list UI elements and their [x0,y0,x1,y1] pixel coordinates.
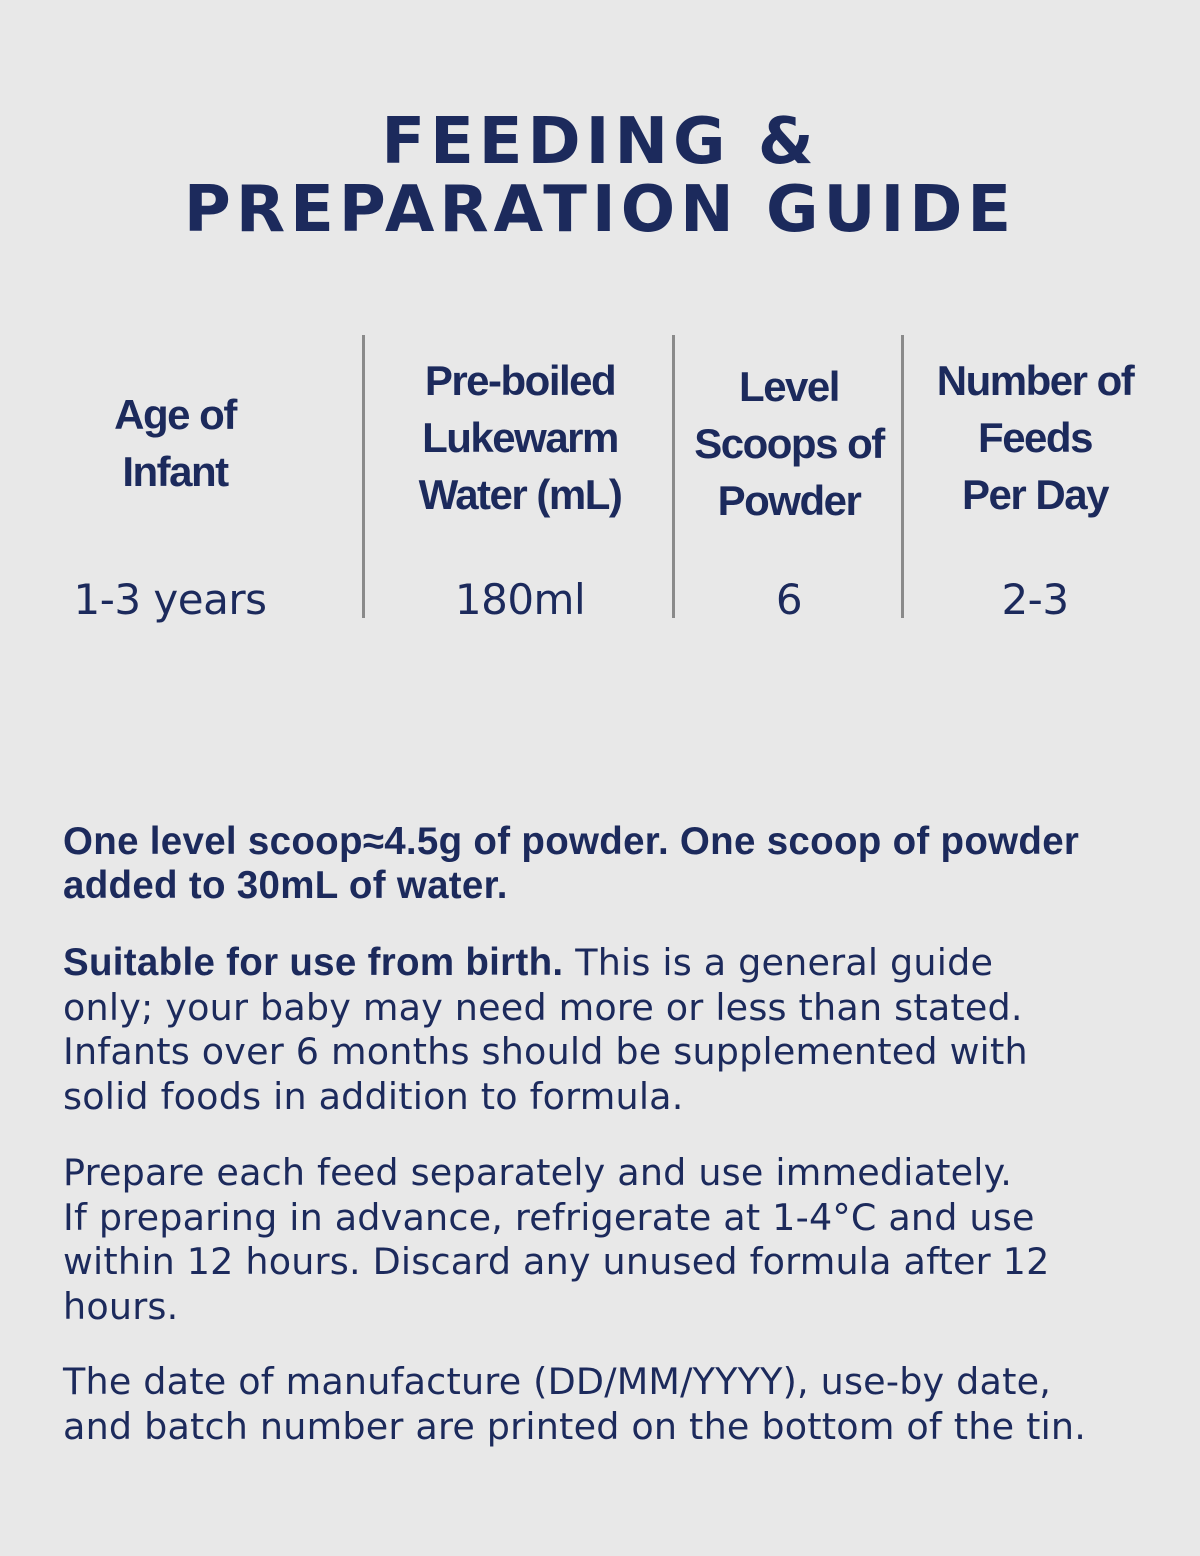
header-feeds-per-day: Number of Feeds Per Day [936,357,1134,518]
title-line-2: PREPARATION GUIDE [183,173,1017,247]
title-line-1: FEEDING & [381,105,819,179]
header-age-of-infant: Age of Infant [114,391,236,495]
page-title [0,105,1200,247]
scoop-note: One level scoop≈4.5g of powder. One scoop of powder added to 30mL of water. [63,820,1080,907]
value-water: 180ml [454,575,586,624]
suitable-bold-lead: Suitable for use from birth. [63,941,564,984]
suitable-note: Suitable for use from birth. This is a general guide only; your baby may need more or less than stated. Infants over 6 months should be supplemented with solid foods in addition to formula. [63,941,1028,1118]
header-water: Pre-boiled Lukewarm Water (mL) [418,357,622,518]
value-feeds-per-day: 2-3 [1001,575,1069,624]
value-age-of-infant: 1-3 years [73,575,267,624]
header-scoops: Level Scoops of Powder [694,363,884,524]
prepare-note: Prepare each feed separately and use immediately. If preparing in advance, refrigerate at 1-4°C and use within 12 hours. Discard any unused formula after 12 hours. [63,1151,1050,1328]
date-note: The date of manufacture (DD/MM/YYYY), use-by date, and batch number are printed on the bottom of the tin. [63,1360,1087,1448]
value-scoops: 6 [775,575,803,624]
